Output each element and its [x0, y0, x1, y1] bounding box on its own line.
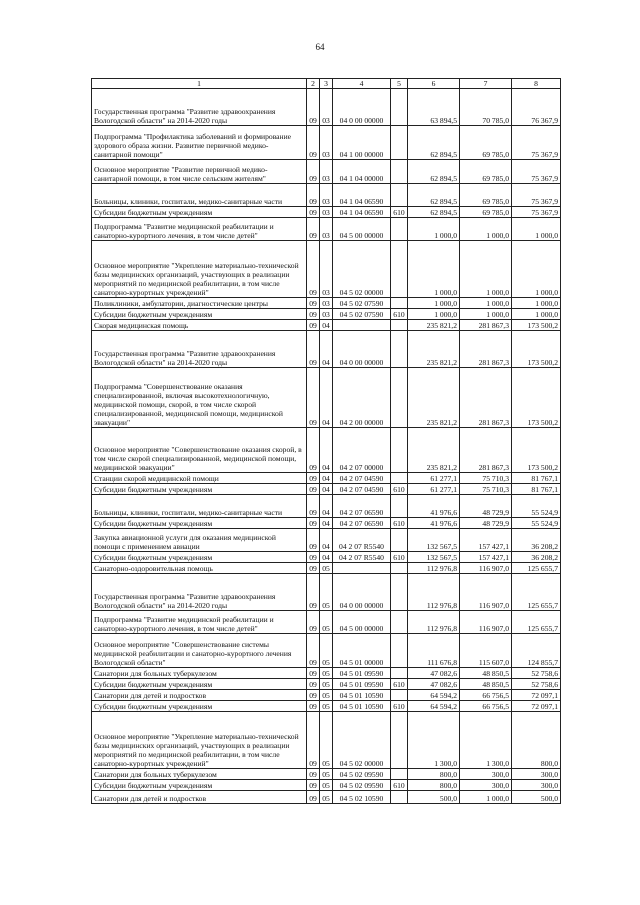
subsection-code: 05	[320, 679, 333, 690]
table-row	[92, 298, 561, 309]
expense-type-code	[391, 574, 408, 611]
amount-col-7: 69 785,0	[460, 184, 512, 207]
section-code: 09	[307, 611, 320, 634]
amount-col-7: 69 785,0	[460, 160, 512, 184]
expense-type-code: 610	[391, 679, 408, 690]
row-name: Больницы, клиники, госпитали, медико-санитарные части	[92, 184, 307, 207]
amount-col-6: 800,0	[408, 780, 460, 791]
amount-col-6: 235 821,2	[408, 320, 460, 331]
amount-col-7: 116 907,0	[460, 563, 512, 574]
target-article-code: 04 5 02 09590	[333, 769, 391, 780]
amount-col-8: 75 367,9	[512, 207, 561, 218]
target-article-code: 04 2 07 04590	[333, 473, 391, 484]
amount-col-8: 173 500,2	[512, 368, 561, 428]
table-body	[92, 79, 561, 804]
amount-col-8: 300,0	[512, 769, 561, 780]
subsection-code: 04	[320, 428, 333, 473]
subsection-code: 05	[320, 611, 333, 634]
table-row	[92, 769, 561, 780]
subsection-code: 05	[320, 574, 333, 611]
expense-type-code	[391, 160, 408, 184]
header-cell-8: 8	[512, 79, 561, 89]
amount-col-7: 281 867,3	[460, 331, 512, 368]
row-name: Основное мероприятие "Укрепление материально-технической базы медицинских организаций, участвующих в реализации мероприятий по медицинской реабилитации, в том числе санаторно-курортных учреждений"	[92, 241, 307, 298]
expense-type-code	[391, 495, 408, 518]
amount-col-8: 72 097,1	[512, 701, 561, 712]
amount-col-7: 66 756,5	[460, 701, 512, 712]
target-article-code: 04 2 07 04590	[333, 484, 391, 495]
header-cell-5: 5	[391, 79, 408, 89]
target-article-code: 04 5 00 00000	[333, 611, 391, 634]
amount-col-7: 1 000,0	[460, 309, 512, 320]
amount-col-7: 75 710,3	[460, 484, 512, 495]
header-cell-3: 3	[320, 79, 333, 89]
target-article-code: 04 2 07 R5540	[333, 552, 391, 563]
subsection-code: 05	[320, 780, 333, 791]
row-name: Государственная программа "Развитие здравоохранения Вологодской области" на 2014-2020 годы	[92, 574, 307, 611]
row-name: Станции скорой медицинской помощи	[92, 473, 307, 484]
target-article-code: 04 5 01 10590	[333, 690, 391, 701]
target-article-code: 04 5 01 00000	[333, 634, 391, 668]
subsection-code: 04	[320, 552, 333, 563]
amount-col-7: 281 867,3	[460, 428, 512, 473]
amount-col-6: 62 894,5	[408, 160, 460, 184]
subsection-code: 03	[320, 207, 333, 218]
table-row	[92, 184, 561, 207]
expense-type-code	[391, 184, 408, 207]
expense-type-code	[391, 668, 408, 679]
table-row	[92, 780, 561, 791]
amount-col-8: 72 097,1	[512, 690, 561, 701]
expense-type-code: 610	[391, 309, 408, 320]
section-code: 09	[307, 701, 320, 712]
target-article-code	[333, 320, 391, 331]
amount-col-8: 1 000,0	[512, 298, 561, 309]
amount-col-8: 76 367,9	[512, 89, 561, 126]
amount-col-6: 61 277,1	[408, 484, 460, 495]
target-article-code: 04 5 02 07590	[333, 298, 391, 309]
expense-type-code: 610	[391, 701, 408, 712]
amount-col-6: 132 567,5	[408, 529, 460, 552]
subsection-code: 05	[320, 701, 333, 712]
amount-col-6: 235 821,2	[408, 428, 460, 473]
amount-col-6: 800,0	[408, 769, 460, 780]
subsection-code: 03	[320, 309, 333, 320]
section-code: 09	[307, 241, 320, 298]
section-code: 09	[307, 563, 320, 574]
amount-col-6: 112 976,8	[408, 563, 460, 574]
subsection-code: 04	[320, 368, 333, 428]
section-code: 09	[307, 184, 320, 207]
subsection-code: 05	[320, 791, 333, 804]
section-code: 09	[307, 780, 320, 791]
expense-type-code	[391, 331, 408, 368]
table-row	[92, 791, 561, 804]
row-name: Больницы, клиники, госпитали, медико-санитарные части	[92, 495, 307, 518]
target-article-code	[333, 563, 391, 574]
section-code: 09	[307, 473, 320, 484]
target-article-code: 04 1 04 06590	[333, 184, 391, 207]
amount-col-7: 70 785,0	[460, 89, 512, 126]
table-row	[92, 309, 561, 320]
section-code: 09	[307, 679, 320, 690]
table-row	[92, 428, 561, 473]
target-article-code: 04 1 00 00000	[333, 126, 391, 160]
section-code: 09	[307, 690, 320, 701]
amount-col-7: 1 000,0	[460, 298, 512, 309]
amount-col-8: 173 500,2	[512, 331, 561, 368]
subsection-code: 04	[320, 529, 333, 552]
section-code: 09	[307, 368, 320, 428]
amount-col-8: 173 500,2	[512, 320, 561, 331]
subsection-code: 03	[320, 184, 333, 207]
amount-col-8: 300,0	[512, 780, 561, 791]
section-code: 09	[307, 791, 320, 804]
expense-type-code: 610	[391, 518, 408, 529]
amount-col-8: 125 655,7	[512, 611, 561, 634]
expense-type-code	[391, 634, 408, 668]
row-name: Субсидии бюджетным учреждениям	[92, 679, 307, 690]
table-row	[92, 207, 561, 218]
row-name: Поликлиники, амбулатории, диагностические центры	[92, 298, 307, 309]
target-article-code: 04 5 01 09590	[333, 679, 391, 690]
section-code: 09	[307, 574, 320, 611]
row-name: Государственная программа "Развитие здравоохранения Вологодской области" на 2014-2020 годы	[92, 89, 307, 126]
table-row	[92, 690, 561, 701]
amount-col-6: 235 821,2	[408, 331, 460, 368]
amount-col-7: 1 300,0	[460, 712, 512, 769]
subsection-code: 03	[320, 218, 333, 241]
target-article-code: 04 5 01 10590	[333, 701, 391, 712]
amount-col-6: 62 894,5	[408, 207, 460, 218]
amount-col-7: 69 785,0	[460, 126, 512, 160]
amount-col-8: 125 655,7	[512, 574, 561, 611]
amount-col-8: 55 524,9	[512, 518, 561, 529]
expense-type-code	[391, 791, 408, 804]
expense-type-code: 610	[391, 780, 408, 791]
expense-type-code: 610	[391, 552, 408, 563]
table-row	[92, 495, 561, 518]
row-name: Санатории для больных туберкулезом	[92, 769, 307, 780]
amount-col-7: 300,0	[460, 769, 512, 780]
subsection-code: 04	[320, 331, 333, 368]
table-row	[92, 701, 561, 712]
subsection-code: 03	[320, 241, 333, 298]
section-code: 09	[307, 218, 320, 241]
amount-col-8: 36 208,2	[512, 552, 561, 563]
table-row	[92, 611, 561, 634]
amount-col-8: 75 367,9	[512, 184, 561, 207]
expense-type-code	[391, 298, 408, 309]
amount-col-6: 1 000,0	[408, 218, 460, 241]
header-cell-7: 7	[460, 79, 512, 89]
amount-col-8: 75 367,9	[512, 160, 561, 184]
amount-col-6: 62 894,5	[408, 184, 460, 207]
amount-col-8: 124 855,7	[512, 634, 561, 668]
expense-type-code	[391, 368, 408, 428]
row-name: Субсидии бюджетным учреждениям	[92, 552, 307, 563]
page-number: 64	[315, 42, 325, 52]
target-article-code: 04 5 02 00000	[333, 241, 391, 298]
target-article-code: 04 1 04 06590	[333, 207, 391, 218]
amount-col-7: 48 729,9	[460, 518, 512, 529]
section-code: 09	[307, 712, 320, 769]
amount-col-8: 52 758,6	[512, 668, 561, 679]
expense-type-code: 610	[391, 207, 408, 218]
section-code: 09	[307, 126, 320, 160]
target-article-code: 04 0 00 00000	[333, 331, 391, 368]
table-row	[92, 89, 561, 126]
subsection-code: 03	[320, 298, 333, 309]
table-row	[92, 320, 561, 331]
subsection-code: 05	[320, 634, 333, 668]
table-row	[92, 218, 561, 241]
table-row	[92, 241, 561, 298]
table-row	[92, 518, 561, 529]
target-article-code: 04 5 02 07590	[333, 309, 391, 320]
amount-col-6: 1 300,0	[408, 712, 460, 769]
amount-col-8: 81 767,1	[512, 473, 561, 484]
target-article-code: 04 5 00 00000	[333, 218, 391, 241]
subsection-code: 04	[320, 495, 333, 518]
budget-table	[91, 78, 561, 804]
section-code: 09	[307, 320, 320, 331]
row-name: Основное мероприятие "Укрепление материально-технической базы медицинских организаций, участвующих в реализации мероприятий по медицинской реабилитации, в том числе санаторно-курортных учреждений"	[92, 712, 307, 769]
row-name: Подпрограмма "Совершенствование оказания специализированной, включая высокотехнологичную, медицинской помощи, скорой, в том числе скорой специализированной, медицинской помощи, медицинской эвакуации"	[92, 368, 307, 428]
amount-col-6: 235 821,2	[408, 368, 460, 428]
amount-col-7: 116 907,0	[460, 574, 512, 611]
section-code: 09	[307, 495, 320, 518]
target-article-code: 04 0 00 00000	[333, 574, 391, 611]
target-article-code: 04 5 02 10590	[333, 791, 391, 804]
expense-type-code	[391, 320, 408, 331]
table-row	[92, 668, 561, 679]
expense-type-code	[391, 218, 408, 241]
section-code: 09	[307, 668, 320, 679]
table-row	[92, 712, 561, 769]
expense-type-code	[391, 611, 408, 634]
amount-col-7: 1 000,0	[460, 218, 512, 241]
subsection-code: 05	[320, 769, 333, 780]
target-article-code: 04 1 04 00000	[333, 160, 391, 184]
row-name: Основное мероприятие "Совершенствование оказания скорой, в том числе скорой специализированной, медицинской помощи, медицинской эвакуации"	[92, 428, 307, 473]
section-code: 09	[307, 160, 320, 184]
table-row	[92, 473, 561, 484]
expense-type-code	[391, 769, 408, 780]
amount-col-8: 75 367,9	[512, 126, 561, 160]
expense-type-code	[391, 563, 408, 574]
target-article-code: 04 5 01 09590	[333, 668, 391, 679]
header-cell-2: 2	[307, 79, 320, 89]
amount-col-6: 63 894,5	[408, 89, 460, 126]
amount-col-7: 48 729,9	[460, 495, 512, 518]
row-name: Санатории для детей и подростков	[92, 690, 307, 701]
subsection-code: 04	[320, 484, 333, 495]
row-name: Субсидии бюджетным учреждениям	[92, 309, 307, 320]
expense-type-code	[391, 712, 408, 769]
amount-col-7: 115 607,0	[460, 634, 512, 668]
amount-col-8: 125 655,7	[512, 563, 561, 574]
row-name: Санатории для больных туберкулезом	[92, 668, 307, 679]
amount-col-6: 132 567,5	[408, 552, 460, 563]
section-code: 09	[307, 518, 320, 529]
amount-col-7: 1 000,0	[460, 791, 512, 804]
amount-col-6: 64 594,2	[408, 701, 460, 712]
amount-col-7: 300,0	[460, 780, 512, 791]
section-code: 09	[307, 428, 320, 473]
amount-col-8: 173 500,2	[512, 428, 561, 473]
row-name: Закупка авиационной услуги для оказания медицинской помощи с применением авиации	[92, 529, 307, 552]
amount-col-8: 1 000,0	[512, 241, 561, 298]
table-row	[92, 563, 561, 574]
amount-col-8: 55 524,9	[512, 495, 561, 518]
row-name: Скорая медицинская помощь	[92, 320, 307, 331]
table-row	[92, 529, 561, 552]
amount-col-7: 1 000,0	[460, 241, 512, 298]
target-article-code: 04 2 00 00000	[333, 368, 391, 428]
table-row	[92, 331, 561, 368]
amount-col-6: 1 000,0	[408, 309, 460, 320]
amount-col-6: 112 976,8	[408, 611, 460, 634]
target-article-code: 04 0 00 00000	[333, 89, 391, 126]
section-code: 09	[307, 331, 320, 368]
expense-type-code	[391, 473, 408, 484]
amount-col-6: 1 000,0	[408, 298, 460, 309]
row-name: Субсидии бюджетным учреждениям	[92, 484, 307, 495]
table-row	[92, 368, 561, 428]
subsection-code: 05	[320, 690, 333, 701]
amount-col-8: 36 208,2	[512, 529, 561, 552]
table-row	[92, 126, 561, 160]
amount-col-6: 1 000,0	[408, 241, 460, 298]
expense-type-code	[391, 241, 408, 298]
amount-col-6: 111 676,8	[408, 634, 460, 668]
section-code: 09	[307, 529, 320, 552]
table-row	[92, 484, 561, 495]
amount-col-6: 41 976,6	[408, 518, 460, 529]
amount-col-7: 75 710,3	[460, 473, 512, 484]
amount-col-7: 157 427,1	[460, 552, 512, 563]
amount-col-6: 47 082,6	[408, 679, 460, 690]
row-name: Санатории для детей и подростков	[92, 791, 307, 804]
header-cell-6: 6	[408, 79, 460, 89]
expense-type-code	[391, 126, 408, 160]
amount-col-8: 81 767,1	[512, 484, 561, 495]
amount-col-6: 500,0	[408, 791, 460, 804]
amount-col-8: 1 000,0	[512, 218, 561, 241]
amount-col-8: 500,0	[512, 791, 561, 804]
amount-col-7: 66 756,5	[460, 690, 512, 701]
amount-col-6: 62 894,5	[408, 126, 460, 160]
amount-col-8: 1 000,0	[512, 309, 561, 320]
subsection-code: 03	[320, 126, 333, 160]
table-row	[92, 574, 561, 611]
amount-col-6: 112 976,8	[408, 574, 460, 611]
section-code: 09	[307, 298, 320, 309]
amount-col-8: 800,0	[512, 712, 561, 769]
table-row	[92, 679, 561, 690]
section-code: 09	[307, 552, 320, 563]
section-code: 09	[307, 634, 320, 668]
amount-col-6: 47 082,6	[408, 668, 460, 679]
amount-col-7: 69 785,0	[460, 207, 512, 218]
expense-type-code	[391, 428, 408, 473]
expense-type-code	[391, 89, 408, 126]
amount-col-7: 48 850,5	[460, 679, 512, 690]
row-name: Подпрограмма "Профилактика заболеваний и формирование здорового образа жизни. Развитие первичной медико-санитарной помощи"	[92, 126, 307, 160]
row-name: Подпрограмма "Развитие медицинской реабилитации и санаторно-курортного лечения, в том числе детей"	[92, 611, 307, 634]
header-cell-1: 1	[92, 79, 307, 89]
amount-col-7: 116 907,0	[460, 611, 512, 634]
row-name: Основное мероприятие "Совершенствование системы медицинской реабилитации и санаторно-курортного лечения Вологодской области"	[92, 634, 307, 668]
row-name: Санаторно-оздоровительная помощь	[92, 563, 307, 574]
expense-type-code: 610	[391, 484, 408, 495]
amount-col-7: 48 850,5	[460, 668, 512, 679]
target-article-code: 04 2 07 06590	[333, 495, 391, 518]
row-name: Субсидии бюджетным учреждениям	[92, 701, 307, 712]
table-row	[92, 552, 561, 563]
section-code: 09	[307, 309, 320, 320]
amount-col-6: 64 594,2	[408, 690, 460, 701]
section-code: 09	[307, 89, 320, 126]
row-name: Государственная программа "Развитие здравоохранения Вологодской области" на 2014-2020 годы	[92, 331, 307, 368]
subsection-code: 04	[320, 320, 333, 331]
subsection-code: 05	[320, 668, 333, 679]
header-cell-4: 4	[333, 79, 391, 89]
table-row	[92, 160, 561, 184]
subsection-code: 03	[320, 89, 333, 126]
row-name: Основное мероприятие "Развитие первичной медико-санитарной помощи, в том числе сельским жителям"	[92, 160, 307, 184]
target-article-code: 04 2 07 06590	[333, 518, 391, 529]
subsection-code: 05	[320, 712, 333, 769]
amount-col-6: 41 976,6	[408, 495, 460, 518]
amount-col-7: 281 867,3	[460, 368, 512, 428]
subsection-code: 05	[320, 563, 333, 574]
section-code: 09	[307, 769, 320, 780]
row-name: Субсидии бюджетным учреждениям	[92, 207, 307, 218]
section-code: 09	[307, 207, 320, 218]
subsection-code: 04	[320, 518, 333, 529]
subsection-code: 04	[320, 473, 333, 484]
expense-type-code	[391, 529, 408, 552]
row-name: Субсидии бюджетным учреждениям	[92, 780, 307, 791]
header-row	[92, 79, 561, 89]
row-name: Подпрограмма "Развитие медицинской реабилитации и санаторно-курортного лечения, в том числе детей"	[92, 218, 307, 241]
amount-col-8: 52 758,6	[512, 679, 561, 690]
subsection-code: 03	[320, 160, 333, 184]
target-article-code: 04 2 07 R5540	[333, 529, 391, 552]
amount-col-7: 281 867,3	[460, 320, 512, 331]
table-row	[92, 634, 561, 668]
target-article-code: 04 5 02 00000	[333, 712, 391, 769]
amount-col-7: 157 427,1	[460, 529, 512, 552]
target-article-code: 04 5 02 09590	[333, 780, 391, 791]
amount-col-6: 61 277,1	[408, 473, 460, 484]
row-name: Субсидии бюджетным учреждениям	[92, 518, 307, 529]
section-code: 09	[307, 484, 320, 495]
target-article-code: 04 2 07 00000	[333, 428, 391, 473]
expense-type-code	[391, 690, 408, 701]
